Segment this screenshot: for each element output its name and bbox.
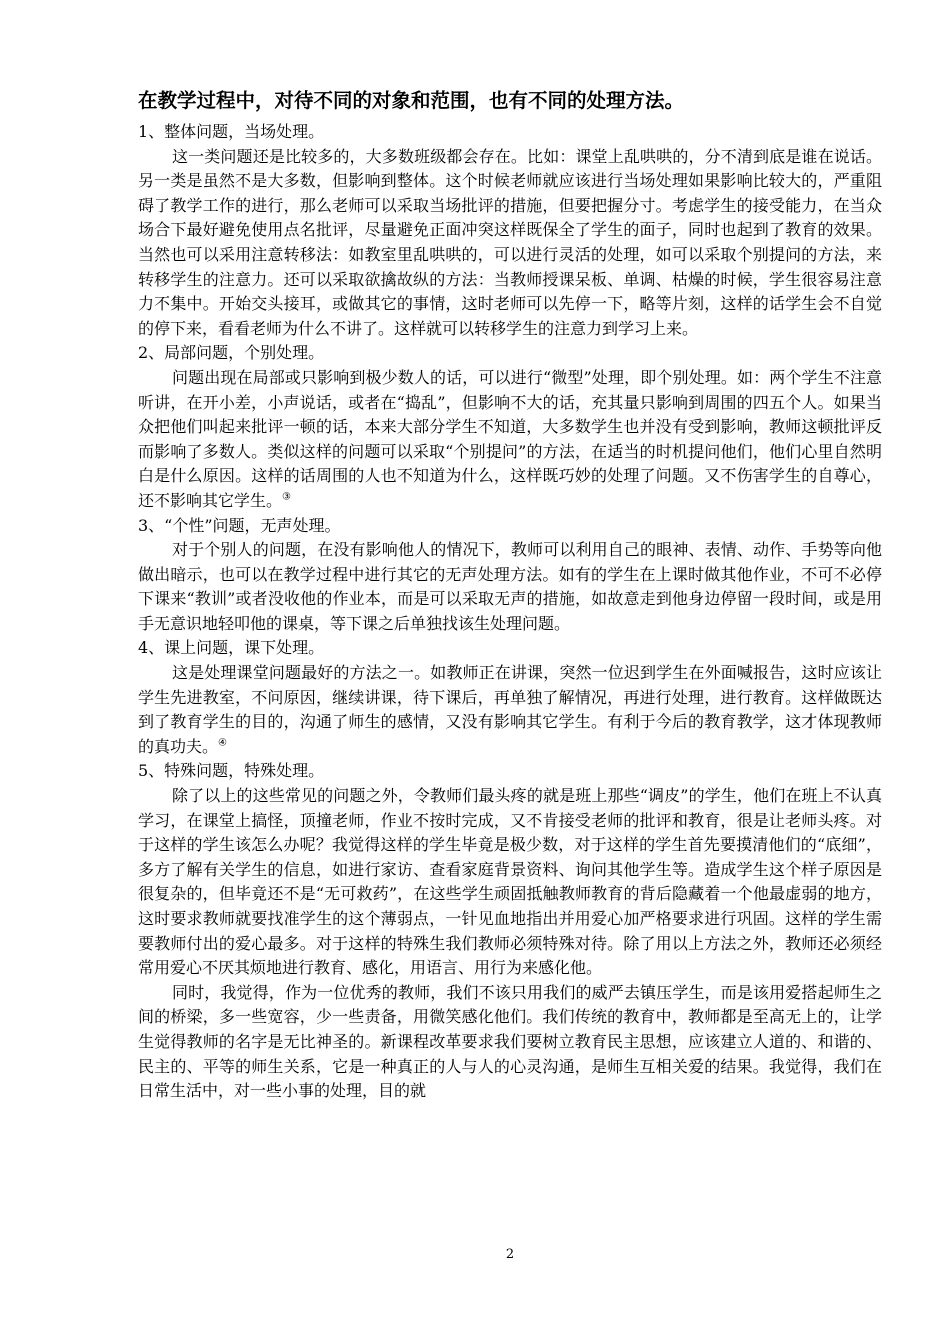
section-4 xyxy=(138,636,882,759)
paragraph-text: 问题出现在局部或只影响到极少数人的话，可以进行“微型”处理，即个别处理。如：两个学生不注意听讲，在开小差，小声说话，或者在“捣乱”，但影响不大的话，充其量只影响到周围的四五个人。如果当众把他们叫起来批评一顿的话，本来大部分学生不知道，大多数学生也并没有受到影响，教师这顿批评反而影响了多数人。类似这样的问题可以采取“个别提问”的方法，在适当的时机提问他们，他们心里自然明白是什么原因。这样的话周围的人也不知道为什么，这样既巧妙的处理了问题。又不伤害学生的自尊心，还不影响其它学生。 xyxy=(138,367,882,510)
section-5 xyxy=(138,759,882,1103)
section-paragraph: 对于个别人的问题，在没有影响他人的情况下，教师可以利用自己的眼神、表情、动作、手势等向他做出暗示，也可以在教学过程中进行其它的无声处理方法。如有的学生在上课时做其他作业，不可不必停下课来“教训”或者没收他的作业本，而是可以采取无声的措施，如故意走到他身边停留一段时间，或是用手无意识地轻叩他的课桌，等下课之后单独找该生处理问题。 xyxy=(138,540,882,633)
section-paragraph xyxy=(138,366,882,514)
paragraph-text: 这是处理课堂问题最好的方法之一。如教师正在讲课，突然一位迟到学生在外面喊报告，这时应该让学生先进教室，不问原因，继续讲课，待下课后，再单独了解情况，再进行处理，进行教育。这样做既达到了教育学生的目的，沟通了师生的感情，又没有影响其它学生。有利于今后的教育教学，这才体现教师的真功夫。 xyxy=(138,663,882,756)
section-1 xyxy=(138,120,882,341)
section-2 xyxy=(138,341,882,513)
section-paragraph: 同时，我觉得，作为一位优秀的教师，我们不该只用我们的威严去镇压学生，而是该用爱搭起师生之间的桥梁，多一些宽容，少一些责备，用微笑感化他们。我们传统的教育中，教师都是至高无上的，让学生觉得教师的名字是无比神圣的。新课程改革要求我们要树立教育民主思想，应该建立人道的、和谐的、民主的、平等的师生关系，它是一种真正的人与人的心灵沟通，是师生互相关爱的结果。我觉得，我们在日常生活中，对一些小事的处理，目的就 xyxy=(138,982,882,1101)
section-title: 5、特殊问题，特殊处理。 xyxy=(138,761,325,781)
section-title: 1、整体问题，当场处理。 xyxy=(138,122,325,141)
section-paragraph: 这一类问题还是比较多的，大多数班级都会存在。比如：课堂上乱哄哄的，分不清到底是谁在说话。另一类是虽然不是大多数，但影响到整体。这个时候老师就应该进行当场处理如果影响比较大的，严重阻碍了教学工作的进行，那么老师可以采取当场批评的措施，但要把握分寸。考虑学生的接受能力，在当众场合下最好避免使用点名批评，尽量避免正面冲突这样既保全了学生的面子，同时也起到了教育的效果。当然也可以采用注意转移法：如教室里乱哄哄的，可以进行灵活的处理，如可以采取个别提问的方法，来转移学生的注意力。还可以采取欲擒故纵的方法：当教师授课呆板、单调、枯燥的时候，学生很容易注意力不集中。开始交头接耳，或做其它的事情，这时老师可以先停一下，略等片刻，这样的话学生会不自觉的停下来，看看老师为什么不讲了。这样就可以转移学生的注意力到学习上来。 xyxy=(138,146,882,338)
document-heading: 在教学过程中，对待不同的对象和范围，也有不同的处理方法。 xyxy=(138,89,685,112)
section-title: 2、局部问题，个别处理。 xyxy=(138,343,325,363)
section-paragraph xyxy=(138,661,882,759)
section-paragraph: 除了以上的这些常见的问题之外，令教师们最头疼的就是班上那些“调皮”的学生，他们在班上不认真学习，在课堂上搞怪，顶撞老师，作业不按时完成，又不肯接受老师的批评和教育，很是让老师头疼。对于这样的学生该怎么办呢？我觉得这样的学生毕竟是极少数，对于这样的学生首先要摸清他们的“底细”，多方了解有关学生的信息，如进行家访、查看家庭背景资料、询问其他学生等。造成学生这个样子原因是很复杂的，但毕竟还不是“无可救药”，在这些学生顽固抵触教师教育的背后隐藏着一个他最虚弱的地方，这时要求教师就要找准学生的这个薄弱点，一针见血地指出并用爱心加严格要求进行巩固。这样的学生需要教师付出的爱心最多。对于这样的特殊生我们教师必须特殊对待。除了用以上方法之外，教师还必须经常用爱心不厌其烦地进行教育、感化，用语言、用行为来感化他。 xyxy=(138,786,882,978)
footnote-marker: ③ xyxy=(282,491,291,503)
section-title: 3、“个性”问题，无声处理。 xyxy=(138,515,341,535)
document-body xyxy=(138,88,882,1104)
footnote-marker: ④ xyxy=(218,737,227,749)
page-number: 2 xyxy=(505,1247,515,1262)
section-title: 4、课上问题，课下处理。 xyxy=(138,638,325,658)
section-3 xyxy=(138,514,882,637)
